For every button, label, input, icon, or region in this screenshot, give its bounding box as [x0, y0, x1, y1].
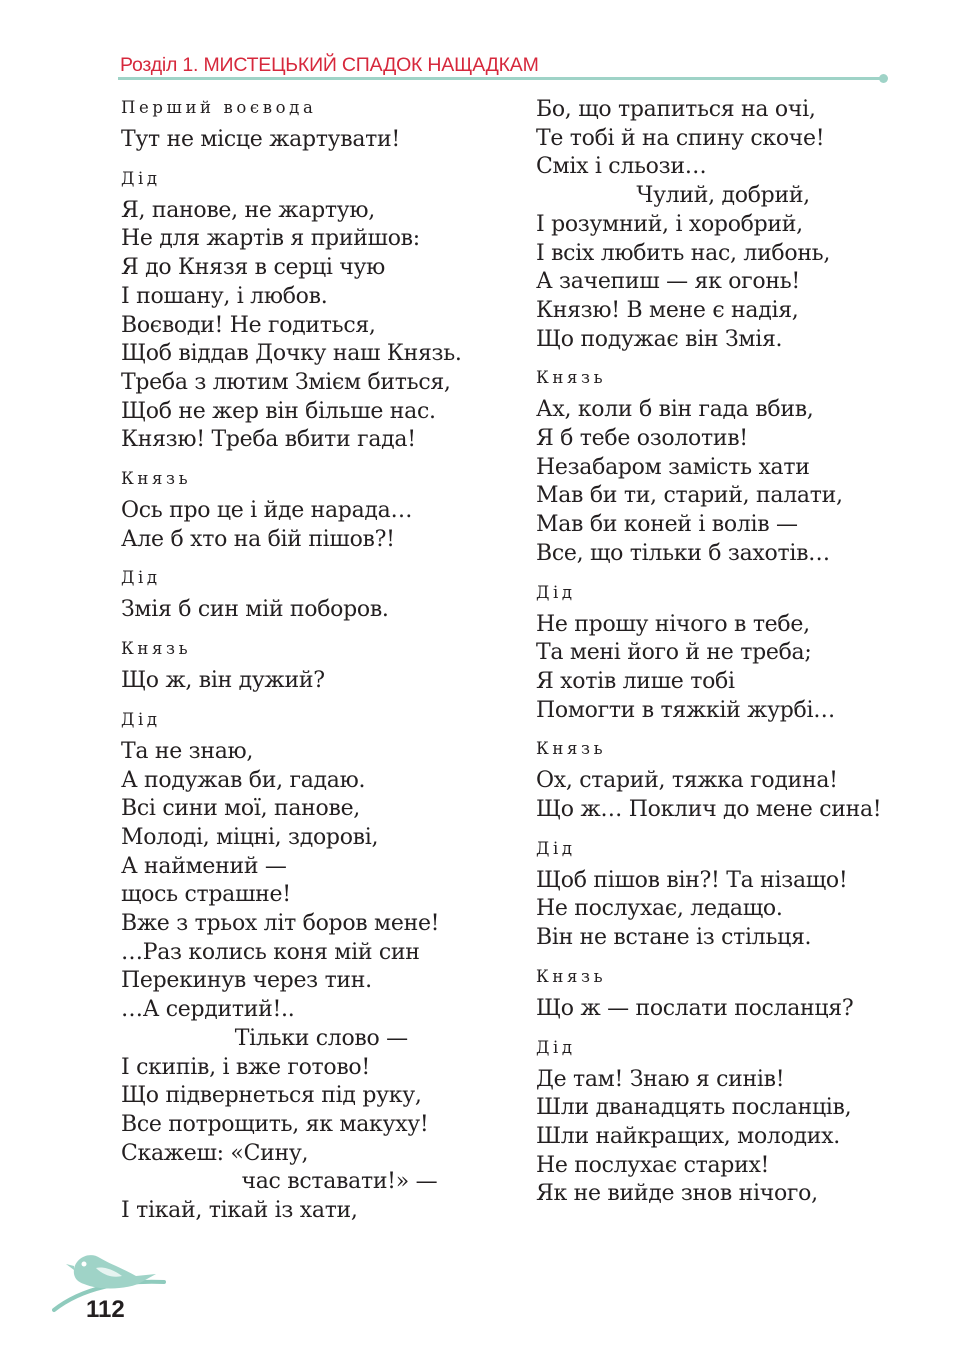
verse-line: Шли найкращих, молодих.	[536, 1123, 840, 1149]
verse-line: Не прошу нічого в тебе,	[536, 611, 810, 637]
verse-line: Все потрощить, як макуху!	[121, 1111, 429, 1137]
verse-line: Помогти в тяжкій журбі…	[536, 697, 835, 723]
dialogue-block	[121, 708, 516, 1226]
speaker-name: Дід	[121, 709, 161, 729]
verse-line: Князю! Треба вбити гада!	[121, 427, 416, 453]
dialogue-block	[536, 366, 906, 568]
verse-line: Тут не місце жартувати!	[121, 127, 400, 152]
dialogue-block	[536, 1036, 906, 1210]
verse-lines	[121, 497, 516, 554]
speaker-name: Князь	[536, 739, 607, 759]
verse-line: Бо, що трапиться на очі,	[536, 97, 816, 122]
speaker-name: Князь	[536, 368, 607, 388]
verse-lines	[536, 767, 906, 824]
verse-lines	[121, 126, 516, 155]
verse-lines	[536, 995, 906, 1024]
verse-line: Змія б син мій поборов.	[121, 597, 389, 623]
verse-line: Не послухає старих!	[536, 1152, 770, 1178]
dialogue-block	[536, 737, 906, 824]
dialogue-block	[121, 96, 516, 155]
verse-line: Не послухає, ледащо.	[536, 896, 783, 922]
verse-line: Але б хто на бій пішов?!	[121, 526, 395, 552]
speaker-name: Князь	[121, 639, 192, 659]
verse-lines	[536, 396, 906, 568]
verse-line: Сміх і сльози…	[536, 154, 707, 180]
verse-line: І всіх любить нас, либонь,	[536, 240, 831, 266]
verse-line: Чулий, добрий,	[536, 183, 810, 209]
dialogue-block	[121, 467, 516, 554]
verse-line: І скипів, і вже готово!	[121, 1054, 370, 1080]
verse-line: Щоб пішов він?! Та нізащо!	[536, 867, 848, 893]
speaker-name: Дід	[121, 168, 161, 188]
verse-line: Не для жартів я прийшов:	[121, 226, 420, 252]
speaker-name: Перший воєвода	[121, 98, 317, 117]
verse-line: Що ж… Поклич до мене сина!	[536, 797, 882, 823]
dialogue-block	[536, 965, 906, 1024]
left-column	[121, 96, 516, 1238]
verse-lines	[121, 738, 516, 1226]
verse-line: …Раз колись коня мій син	[121, 939, 420, 965]
verse-line: Мав би ти, старий, палати,	[536, 483, 843, 509]
dialogue-block	[121, 637, 516, 696]
verse-line: Як не вийде знов нічого,	[536, 1181, 818, 1207]
verse-line: Я хотів лише тобі	[536, 668, 735, 694]
verse-line: Та мені його й не треба;	[536, 640, 812, 666]
verse-line: Я б тебе озолотив!	[536, 426, 748, 452]
header-rule-dot	[879, 74, 888, 83]
verse-line: Молоді, міцні, здорові,	[121, 824, 379, 850]
verse-line: Я, панове, не жартую,	[121, 197, 375, 223]
right-column	[536, 96, 906, 1221]
verse-line: А подужав би, гадаю.	[121, 767, 366, 793]
verse-line: Всі сини мої, панове,	[121, 796, 360, 822]
verse-line: Що підвернеться під руку,	[121, 1083, 422, 1109]
verse-line: Я до Князя в серці чую	[121, 255, 386, 281]
verse-line: Ох, старий, тяжка година!	[536, 768, 838, 794]
verse-lines	[536, 96, 906, 354]
dialogue-block	[121, 566, 516, 625]
verse-line: І розумний, і хоробрий,	[536, 211, 803, 237]
verse-lines	[536, 1066, 906, 1210]
verse-line: А зачепиш — як огонь!	[536, 269, 800, 295]
verse-line: Що ж, він дужий?	[121, 668, 325, 694]
speaker-name: Дід	[536, 582, 576, 602]
verse-line: Те тобі й на спину скоче!	[536, 125, 825, 151]
speaker-name: Дід	[536, 1037, 576, 1057]
verse-line: Та не знаю,	[121, 738, 254, 764]
verse-lines	[536, 867, 906, 953]
dialogue-block	[536, 581, 906, 726]
verse-line: …А сердитий!..	[121, 997, 295, 1023]
verse-lines	[121, 667, 516, 696]
verse-line: А наймений —	[121, 853, 287, 879]
verse-line: Тільки слово —	[121, 1025, 408, 1051]
verse-line: Що ж — послати посланця?	[536, 995, 854, 1021]
speaker-name: Дід	[121, 568, 161, 588]
verse-line: Воєводи! Не годиться,	[121, 312, 376, 338]
verse-line: Скажеш: «Сину,	[121, 1140, 309, 1166]
verse-line: Шли дванадцять посланців,	[536, 1095, 852, 1121]
page-number: 112	[86, 1296, 125, 1323]
dialogue-block	[121, 167, 516, 455]
verse-line: Вже з трьох літ боров мене!	[121, 911, 440, 937]
verse-line: Де там! Знаю я синів!	[536, 1066, 785, 1092]
verse-line: Князю! В мене є надія,	[536, 297, 799, 323]
verse-line: Ось про це і йде нарада…	[121, 498, 413, 524]
verse-line: Що подужає він Змія.	[536, 326, 783, 352]
verse-line: Ах, коли б він гада вбив,	[536, 397, 814, 423]
speaker-name: Князь	[536, 966, 607, 986]
verse-lines	[536, 611, 906, 726]
verse-line: час вставати!» —	[121, 1169, 438, 1195]
dialogue-block	[536, 96, 906, 354]
verse-lines	[121, 197, 516, 455]
verse-line: Щоб віддав Дочку наш Князь.	[121, 341, 462, 367]
section-title: Розділ 1. МИСТЕЦЬКИЙ СПАДОК НАЩАДКАМ	[120, 54, 539, 76]
speaker-name: Дід	[536, 838, 576, 858]
speaker-name: Князь	[121, 469, 192, 489]
verse-line: І тікай, тікай із хати,	[121, 1198, 358, 1224]
dialogue-block	[536, 837, 906, 953]
verse-line: Перекинув через тин.	[121, 968, 372, 994]
verse-line: Треба з лютим Змієм биться,	[121, 369, 451, 395]
header-rule	[118, 77, 884, 80]
verse-line: Все, що тільки б захотів…	[536, 540, 830, 566]
verse-line: Він не встане із стільця.	[536, 925, 812, 951]
verse-line: щось страшне!	[121, 882, 291, 908]
verse-line: І пошану, і любов.	[121, 283, 328, 309]
verse-line: Незабаром замість хати	[536, 454, 810, 480]
verse-lines	[121, 596, 516, 625]
verse-line: Мав би коней і волів —	[536, 512, 798, 538]
verse-line: Щоб не жер він більше нас.	[121, 398, 436, 424]
